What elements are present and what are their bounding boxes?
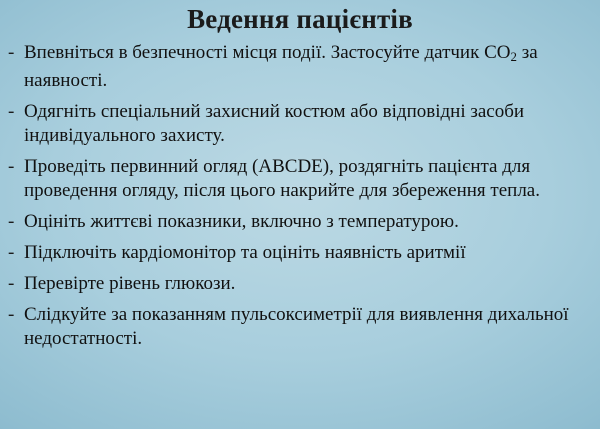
bullet-marker: - — [8, 100, 15, 122]
list-item-text — [24, 41, 586, 93]
list-item-text: Перевірте рівень глюкози. — [24, 272, 236, 294]
list-item — [8, 155, 586, 203]
bullet-marker: - — [8, 303, 15, 325]
subscript: 2 — [510, 48, 517, 64]
bullet-marker: - — [8, 210, 15, 232]
bullet-marker: - — [8, 155, 15, 177]
list-item — [8, 100, 586, 148]
bullet-marker: - — [8, 272, 15, 294]
list-item-text: Підключіть кардіомонітор та оцініть наявність аритмії — [24, 241, 466, 263]
list-item — [8, 41, 586, 93]
list-item-text: Одягніть спеціальний захисний костюм або відповідні засоби індивідуального захисту. — [24, 100, 525, 146]
bullet-list — [0, 35, 600, 351]
list-item — [8, 210, 586, 234]
list-item-text: Слідкуйте за показанням пульсоксиметрії для виявлення дихальної недостатності. — [24, 303, 569, 349]
list-item — [8, 241, 586, 265]
bullet-marker: - — [8, 42, 15, 64]
list-item-text-pre: Впевніться в безпечності місця події. Застосуйте датчик CO — [24, 42, 511, 64]
list-item — [8, 303, 586, 351]
page-title: Ведення пацієнтів — [187, 4, 413, 34]
list-item-text: Проведіть первинний огляд (ABCDE), роздягніть пацієнта для проведення огляду, після цього накрийте для збереження тепла. — [24, 155, 540, 201]
list-item-text-post: за наявності. — [24, 42, 538, 91]
bullet-marker: - — [8, 241, 15, 263]
list-item-text: Оцініть життєві показники, включно з температурою. — [24, 210, 459, 232]
list-item — [8, 272, 586, 296]
